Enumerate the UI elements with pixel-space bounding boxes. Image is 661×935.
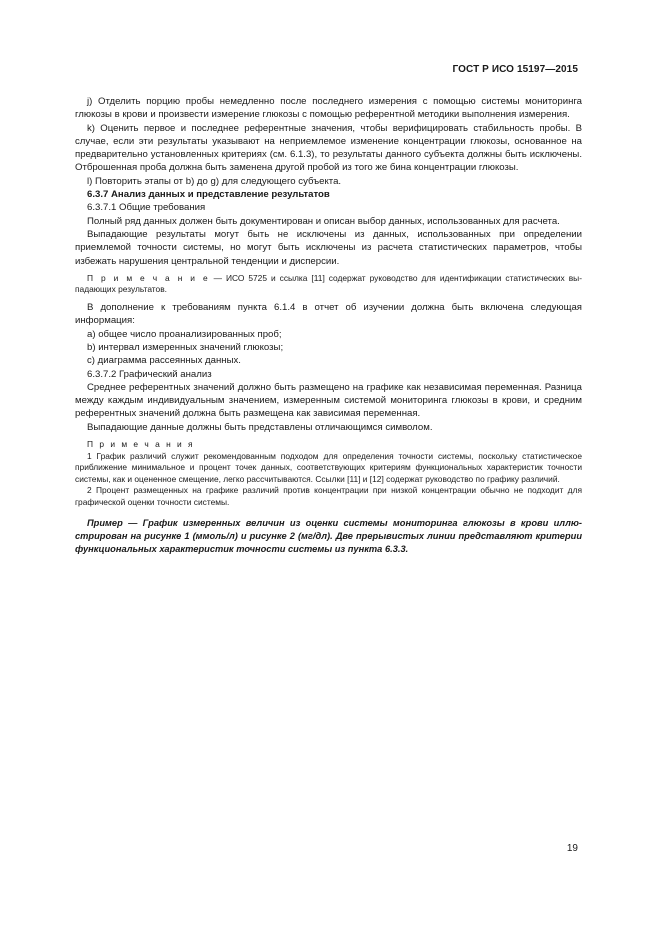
example-paragraph: Пример — График измеренных величин из оценки системы мониторинга глюкозы в крови иллюстрирован на рисунке 1 (ммоль/л) и рисунке 2 (мг/дл). Две прерывистых линии представляют критерии функциональных характеристик точности системы из пункта 6.3.3. bbox=[75, 517, 582, 554]
paragraph-outliers-symbol: Выпадающие данные должны быть представлены отличающимся символом. bbox=[87, 421, 433, 433]
list-item-b: b) интервал измеренных значений глюкозы; bbox=[87, 341, 284, 353]
note-1: 1 График различий служит рекомендованным подходом для определения точности системы, поскольку статистическое приближение минимальное и процент точек данных, соответствующих критериям функциональных характеристик точности системы, как и оцененное смещение, легко рассчитываются. Ссылки [11] и [12] содержат руководство по графику различий. bbox=[75, 450, 582, 484]
note-2: 2 Процент размещенных на графике различий против концентрации при низкой концентрации обычно не подходит для графической оценки точности системы. bbox=[75, 485, 582, 507]
paragraph-outliers: Выпадающие результаты могут быть не исключены из данных, использованных при определении приемлемой точности системы, но могут быть исключены из расчета статистических параметров, чтобы избежать нарушения центральной тенденции и дисперсии. bbox=[75, 228, 582, 267]
paragraph-mean-reference: Среднее референтных значений должно быть размещено на графике как независимая переменная. Разница между каждым индивидуальным значением, измеренным системой мониторинга глюкозы в крови, и средним референтных значений должна быть размещена как зависимая переменная. bbox=[75, 381, 582, 420]
document-code-header: ГОСТ Р ИСО 15197—2015 bbox=[452, 64, 578, 75]
notes-label: П р и м е ч а н и я bbox=[87, 439, 195, 450]
list-item-c: c) диаграмма рассеянных данных. bbox=[87, 355, 241, 367]
section-heading-6-3-7: 6.3.7 Анализ данных и представление результатов bbox=[87, 189, 330, 201]
paragraph-full-data-set: Полный ряд данных должен быть документирован и описан выбор данных, использованных для расчета. bbox=[87, 215, 560, 227]
note-text: — ИСО 5725 и ссылка [11] содержат руководство для идентификации статистических выпадающих результатов. bbox=[75, 272, 582, 295]
step-k: k) Оценить первое и последнее референтные значения, чтобы верифицировать стабильность пробы. В случае, если эти результаты указывают на неприемлемое изменение концентрации глюкозы, основанное на предварительно установленных критериях (см. 6.1.3), то результаты данного субъекта должны быть исключены. Отброшенная проба должна быть заменена другой пробой из того же бина концентрации глюкозы. bbox=[75, 122, 582, 174]
paragraph-report-requirements: В дополнение к требованиям пункта 6.1.4 в отчет об изучении должна быть включена следующая информация: bbox=[75, 302, 582, 327]
note-outliers bbox=[75, 273, 582, 296]
note-label: П р и м е ч а н и е bbox=[87, 272, 210, 283]
page-number: 19 bbox=[566, 843, 578, 854]
document-body bbox=[75, 95, 582, 556]
subsection-heading-6-3-7-1: 6.3.7.1 Общие требования bbox=[87, 202, 206, 214]
step-l: l) Повторить этапы от b) до g) для следующего субъекта. bbox=[87, 175, 342, 187]
subsection-heading-6-3-7-2: 6.3.7.2 Графический анализ bbox=[87, 368, 212, 380]
step-j: j) Отделить порцию пробы немедленно после последнего измерения с помощью системы мониторинга глюкозы в крови и произвести измерение глюкозы с помощью референтной методики выполнения измерения. bbox=[75, 96, 582, 121]
list-item-a: a) общее число проанализированных проб; bbox=[87, 328, 282, 340]
